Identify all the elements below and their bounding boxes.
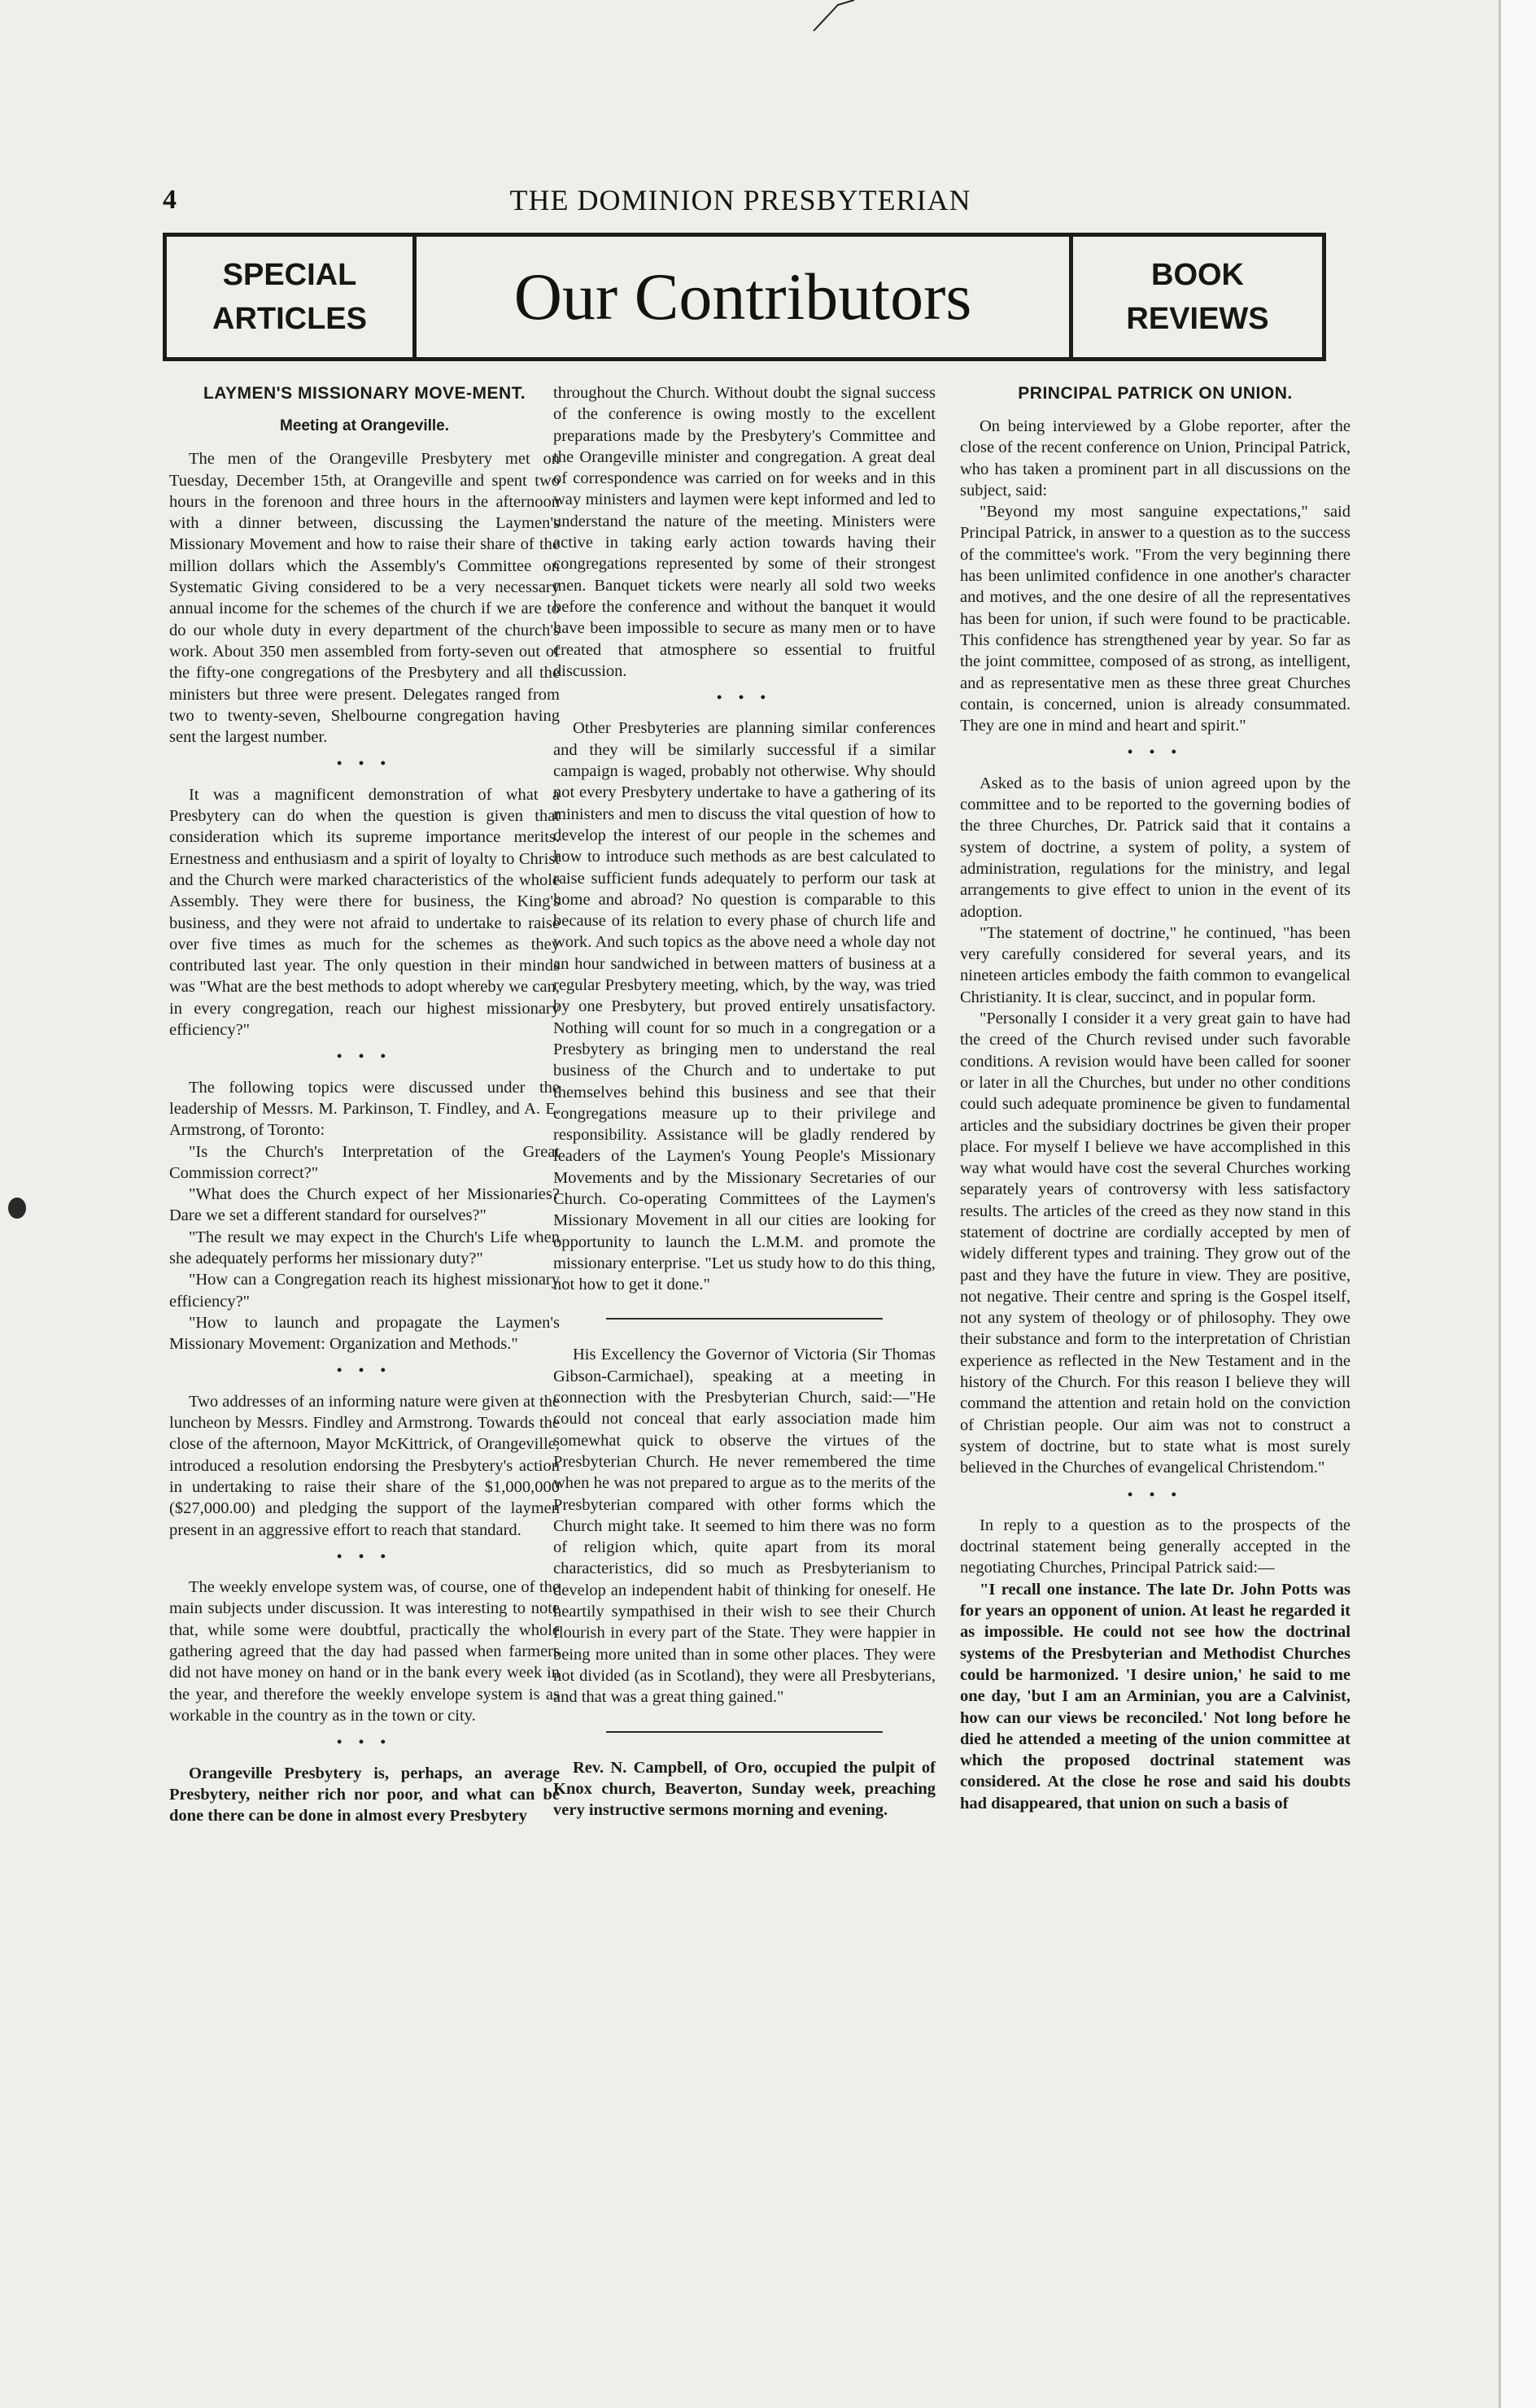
separator-dots: • • •	[337, 755, 392, 772]
special-articles-box	[167, 237, 417, 357]
separator-dots: • • •	[717, 689, 772, 706]
paragraph: The men of the Orangeville Presbytery met on Tuesday, December 15th, at Orangeville and spent two hours in the forenoon and three hours in the afternoon with a dinner between, discussing the Laymen's Missionary Movement and how to raise their share of the million dollars which the Assembly's Committee on Systematic Giving considered to be a very necessary annual income for the schemes of the church if we are to do our whole duty in every department of the church's work. About 350 men assembled from forty-seven out of the fifty-one congregations of the Presbytery and all the ministers but three were present. Delegates ranged from two to twenty-seven, Shelbourne congregation having sent the largest number.	[169, 450, 560, 747]
separator-dots: • • •	[337, 1362, 392, 1379]
paragraph: "The result we may expect in the Church's Life when she adequately performs her missionary duty?"	[169, 1228, 560, 1267]
paragraph: Asked as to the basis of union agreed upon by the committee and to be reported to the governing bodies of the three Churches, Dr. Patrick said that it contains a system of doctrine, a system of polity, a system of administration, regulations for the ministry, and legal arrangements to give effect to union in the event of its adoption.	[960, 774, 1351, 921]
page-number: 4	[163, 185, 177, 215]
book-reviews-line2: REVIEWS	[1126, 302, 1269, 336]
separator-dots: • • •	[1128, 1485, 1183, 1503]
article-heading: PRINCIPAL PATRICK ON UNION.	[1018, 384, 1293, 403]
paragraph: "Personally I consider it a very great gain to have had the creed of the Church revised under such favorable conditions. A revision would have been called for sooner or later in all the Churches, but under no other conditions could such adequate prominence be given to fundamental articles and the subsidiary doctrines be given their proper place. For myself I believe we have accomplished in this way what would have cost the several Churches working separately years of controversy with less satisfactory results. The articles of the creed as they now stand in this statement of doctrine are cordially accepted by men of widely different types and training. They grow out of the past and they have the future in view. They are positive, not negative. Their centre and spring is the Gospel itself, not any system of theology or of philosophy. They owe their substance and form to the interpretation of Christian experience as reflected in the New Testament and in the history of the Church. For this reason I believe they will command the attention and retain hold on the conviction of Christian people. Our aim was not to construct a system of doctrine, but to state what is most surely believed in the Churches of evangelical Christendom."	[960, 1010, 1351, 1477]
column-rule	[606, 1731, 883, 1733]
article-subheading: Meeting at Orangeville.	[280, 417, 449, 434]
journal-title: THE DOMINION PRESBYTERIAN	[509, 184, 971, 216]
paragraph: The weekly envelope system was, of course, one of the main subjects under discussion. It was interesting to note that, while some were doubtful, practically the whole gathering agreed that the day had passed when farmers did not have money on hand or in the bank every week in the year, and therefore the weekly envelope system is as workable in the country as in the town or city.	[169, 1578, 560, 1725]
column-right	[960, 382, 1351, 1814]
running-head	[163, 181, 1481, 222]
paragraph: Rev. N. Campbell, of Oro, occupied the pulpit of Knox church, Beaverton, Sunday week, preaching very instructive sermons morning and evening.	[553, 1758, 936, 1820]
special-articles-line1: SPECIAL	[222, 258, 357, 292]
paragraph: On being interviewed by a Globe reporter, after the close of the recent conference on Union, Principal Patrick, who has taken a prominent part in all discussions on the subject, said:	[960, 417, 1351, 499]
section-title: Our Contributors	[513, 260, 972, 334]
paragraph: His Excellency the Governor of Victoria (Sir Thomas Gibson-Carmichael), speaking at a meeting in connection with the Presbyterian Church, said:—"He could not conceal that early association made him somewhat quick to observe the virtues of the Presbyterian Church. He never remembered the time when he was not prepared to argue as to the merits of the Presbyterian compared with other forms which the Church might take. It seemed to him there was no form of religion which, quite apart from its moral characteristics, did so much as Presbyterianism to develop an independent habit of thinking for oneself. He heartily sympathised in their wish to see their Church flourish in every part of the State. They were happier in being more united than in some other places. They were not divided (as in Scotland), they were all Presbyterians, and that was a great thing gained."	[553, 1346, 936, 1707]
paragraph: Orangeville Presbytery is, perhaps, an average Presbytery, neither rich nor poor, and what can be done there can be done in almost every Presbytery	[169, 1764, 560, 1826]
paragraph: "Beyond my most sanguine expectations," said Principal Patrick, in answer to a question as to the success of the committee's work. "From the very beginning there has been unlimited confidence in one another's character and motives, and the one desire of all the representatives has been for union, if such were found to be practicable. This confidence has strengthened year by year. So far as the joint committee, composed of as strong, as intelligent, and as representative men as these three great Churches contain, is concerned, union is already consummated. They are one in mind and heart and spirit."	[960, 503, 1351, 735]
paragraph: In reply to a question as to the prospects of the doctrinal statement being generally accepted in the negotiating Churches, Principal Patrick said:—	[960, 1516, 1351, 1577]
scan-mark	[805, 0, 862, 33]
separator-dots: • • •	[337, 1734, 392, 1751]
section-masthead	[163, 233, 1326, 361]
paragraph: "How can a Congregation reach its highest missionary efficiency?"	[169, 1271, 560, 1311]
separator-dots: • • •	[337, 1048, 392, 1065]
ink-blot	[8, 1197, 26, 1219]
separator-dots: • • •	[1128, 744, 1183, 761]
column-middle	[553, 382, 936, 1821]
paragraph: "What does the Church expect of her Missionaries? Dare we set a different standard for ourselves?"	[169, 1185, 560, 1225]
paragraph: The following topics were discussed under the leadership of Messrs. M. Parkinson, T. Findley, and A. E. Armstrong, of Toronto:	[169, 1078, 560, 1140]
paragraph: throughout the Church. Without doubt the signal success of the conference is owing mostly to the excellent preparations made by the Presbytery's Committee and the Orangeville minister and congregation. A great deal of correspondence was carried on for weeks and in this way ministers and laymen were kept informed and led to understand the nature of the meeting. Ministers were active in taking early action towards having their congregations represented by some of their strongest men. Banquet tickets were nearly all sold two weeks before the conference and without the banquet it would have been impossible to secure as many men or to have created that atmosphere so essential to fruitful discussion.	[553, 384, 936, 680]
book-reviews-line1: BOOK	[1151, 258, 1244, 292]
column-left	[169, 382, 560, 1826]
paragraph: It was a magnificent demonstration of what a Presbytery can do when the question is given that consideration which its supreme importance merits. Ernestness and enthusiasm and a spirit of loyalty to Christ and the Church were marked characteristics of the whole Assembly. They were there for business, the King's business, and they were not afraid to undertake to raise over five times as much for the schemes as they contributed last year. The only question in their minds was "What are the best methods to adopt whereby we can, in every congregation, reach our highest missionary efficiency?"	[169, 785, 560, 1040]
page-edge	[1499, 0, 1536, 2408]
book-reviews-box	[1069, 237, 1322, 357]
article-heading: LAYMEN'S MISSIONARY MOVE-MENT.	[203, 384, 526, 403]
paragraph: "I recall one instance. The late Dr. John Potts was for years an opponent of union. At least he regarded it as impossible. He could not see how the doctrinal systems of the Presbyterian and Methodist Churches could be harmonized. 'I desire union,' he said to me one day, 'but I am an Arminian, you are a Calvinist, how can our views be reconciled.' Not long before he died he attended a meeting of the union committee at which the proposed doctrinal statement was considered. At the close he rose and said his doubts had disappeared, that union on such a basis of	[960, 1580, 1351, 1813]
paragraph: "How to launch and propagate the Laymen's Missionary Movement: Organization and Methods."	[169, 1313, 560, 1354]
paragraph: Other Presbyteries are planning similar conferences and they will be similarly successful if a similar campaign is waged, probably not otherwise. Why should not every Presbytery undertake to have a gathering of its ministers and men to discuss the vital question of how to develop the interest of our people in the schemes and how to introduce such methods as are best calculated to raise sufficient funds adequately to perform our task at home and abroad? No question is comparable to this because of its relation to every phase of church life and work. And such topics as the above need a whole day not an hour sandwiched in between matters of business at a regular Presbytery meeting, which, by the way, was tried by one Presbytery, but proved entirely unsatisfactory. Nothing will count for so much in a congregation or a Presbytery as bringing men to understand the real business of the Church and to undertake to put themselves behind this business and see that their congregations measure up to their privilege and responsibility. Assistance will be gladly rendered by leaders of the Laymen's Young People's Missionary Movements and by the Missionary Secretaries of our Church. Co-operating Committees of the Laymen's Missionary Movement in all our cities are looking for opportunity to launch the L.M.M. and promote the missionary enterprise. "Let us study how to do this thing, not how to get it done."	[553, 719, 936, 1294]
paragraph: "Is the Church's Interpretation of the Great Commission correct?"	[169, 1142, 560, 1182]
paragraph: Two addresses of an informing nature were given at the luncheon by Messrs. Findley and Armstrong. Towards the close of the afternoon, Mayor McKittrick, of Orangeville, introduced a resolution endorsing the Presbytery's action in undertaking to raise their share of the $1,000,000 ($27,000.00) and pledging the support of the laymen present in an aggressive effort to reach that standard.	[169, 1392, 560, 1539]
paragraph: "The statement of doctrine," he continued, "has been very carefully considered for several years, and its nineteen articles embody the faith common to evangelical Christianity. It is clear, succinct, and in popular form.	[960, 923, 1351, 1006]
column-rule	[606, 1318, 883, 1320]
special-articles-line2: ARTICLES	[212, 302, 367, 336]
separator-dots: • • •	[337, 1547, 392, 1564]
